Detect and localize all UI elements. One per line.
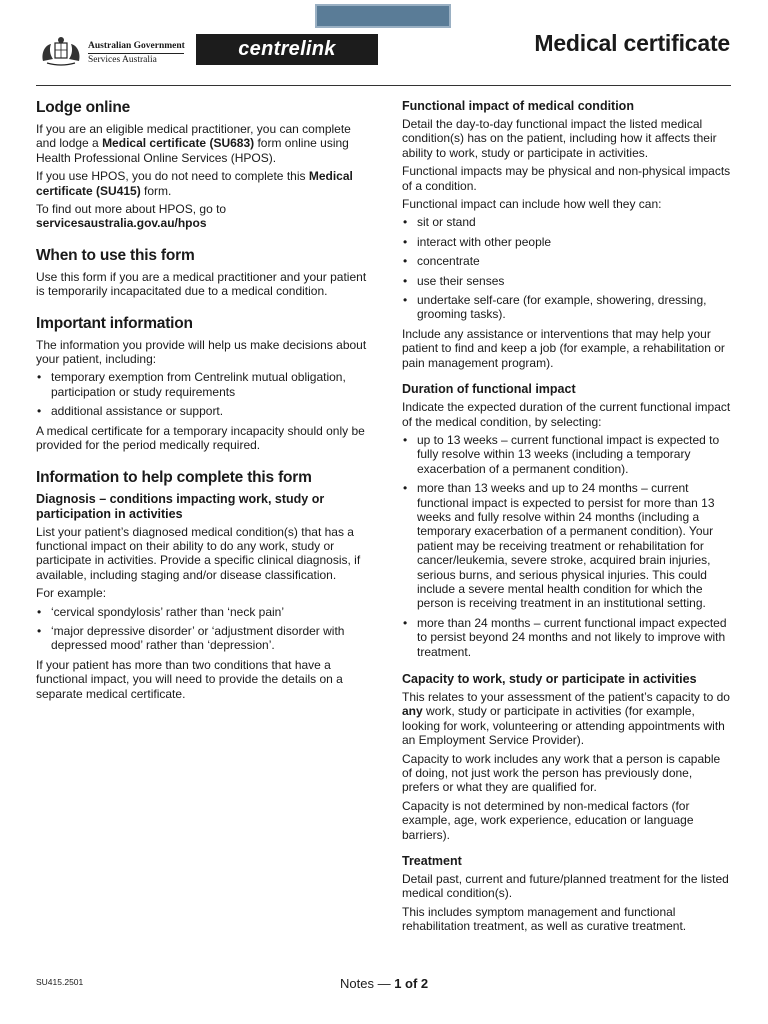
list-item: • additional assistance or support. bbox=[36, 404, 371, 418]
diagnosis-subheading: Diagnosis – conditions impacting work, study or participation in activities bbox=[36, 491, 325, 521]
list-item: • sit or stand bbox=[402, 215, 732, 229]
capacity-para-3: Capacity is not determined by non-medical factors (for example, age, work experience, education or language barriers). bbox=[402, 798, 694, 842]
centrelink-logo: centrelink bbox=[196, 34, 378, 65]
duration-heading: Duration of functional impact bbox=[402, 382, 576, 397]
right-column bbox=[402, 99, 732, 938]
form-code: SU415.2501 bbox=[36, 977, 84, 987]
capacity-para-2: Capacity to work includes any work that a person is capable of doing, not just work the person has previously done, prefers or what they are qualified for. bbox=[402, 751, 721, 795]
government-logo-text bbox=[88, 41, 185, 66]
list-item: • more than 24 months – current functional impact expected to persist beyond 24 months and not likely to improve with treatment. bbox=[402, 616, 732, 659]
diagnosis-para-2: For example: bbox=[36, 586, 107, 601]
functional-list bbox=[402, 215, 732, 321]
lodge-para-2: If you use HPOS, you do not need to complete this Medical certificate (SU415) form. bbox=[36, 169, 353, 198]
diagnosis-list bbox=[36, 605, 371, 653]
hpos-link[interactable]: servicesaustralia.gov.au/hpos bbox=[36, 216, 207, 231]
list-item: • temporary exemption from Centrelink mutual obligation, participation or study requirements bbox=[36, 370, 371, 399]
list-item: • ‘major depressive disorder’ or ‘adjustment disorder with depressed mood’ rather than ‘depression’. bbox=[36, 624, 371, 653]
coat-of-arms-icon bbox=[37, 35, 85, 67]
treatment-para-1: Detail past, current and future/planned treatment for the listed medical condition(s). bbox=[402, 872, 729, 901]
page-title: Medical certificate bbox=[534, 30, 730, 56]
left-column bbox=[36, 99, 371, 705]
important-heading: Important information bbox=[36, 314, 193, 332]
page-number: 1 of 2 bbox=[394, 976, 429, 991]
lodge-para-3: To find out more about HPOS, go to servicesaustralia.gov.au/hpos bbox=[36, 202, 227, 231]
list-item: • use their senses bbox=[402, 274, 732, 288]
list-item: • ‘cervical spondylosis’ rather than ‘neck pain’ bbox=[36, 605, 371, 619]
important-para-2: A medical certificate for a temporary incapacity should only be provided for the period medically required. bbox=[36, 423, 365, 453]
functional-para-2: Functional impacts may be physical and non-physical impacts of a condition. bbox=[402, 164, 731, 193]
gov-divider bbox=[88, 53, 184, 54]
functional-para-3: Functional impact can include how well they can: bbox=[402, 197, 662, 212]
list-item: • undertake self-care (for example, showering, dressing, grooming tasks). bbox=[402, 293, 732, 322]
important-list bbox=[36, 370, 371, 418]
capacity-heading: Capacity to work, study or participate in activities bbox=[402, 672, 697, 686]
list-item: • interact with other people bbox=[402, 235, 732, 249]
gov-line-1: Australian Government bbox=[88, 41, 185, 51]
capacity-para-1: This relates to your assessment of the patient’s capacity to do any work, study or participate in activities (for example, looking for work, volunteering or attending appointments with an Employment Service Provider). bbox=[402, 690, 730, 748]
top-banner-box bbox=[315, 4, 451, 28]
functional-para-4: Include any assistance or interventions that may help your patient to find and keep a job (for example, a rehabilitation or pain management program). bbox=[402, 326, 725, 370]
treatment-heading: Treatment bbox=[402, 854, 462, 869]
info-heading: Information to help complete this form bbox=[36, 468, 312, 486]
list-item: • concentrate bbox=[402, 254, 732, 268]
functional-heading: Functional impact of medical condition bbox=[402, 99, 634, 113]
page-footer: Notes — 1 of 2 bbox=[340, 976, 429, 991]
header-divider bbox=[36, 85, 731, 86]
diagnosis-para-3: If your patient has more than two conditions that have a functional impact, you will need to provide the details on a separate medical certificate. bbox=[36, 657, 343, 701]
list-item: • up to 13 weeks – current functional impact is expected to fully resolve within 13 weeks (including a temporary exacerbation of a permanent condition). bbox=[402, 433, 732, 476]
diagnosis-para-1: List your patient’s diagnosed medical condition(s) that has a functional impact on their ability to do any work, study or participate in activities. Provide a specific clinical diagnosis, if available, including staging and/or disease classification. bbox=[36, 524, 361, 582]
when-para-1: Use this form if you are a medical practitioner and your patient is temporarily incapacitated due to a medical condition. bbox=[36, 269, 367, 299]
gov-line-2: Services Australia bbox=[88, 55, 157, 65]
when-heading: When to use this form bbox=[36, 246, 195, 264]
treatment-para-2: This includes symptom management and functional rehabilitation treatment, as well as curative treatment. bbox=[402, 904, 687, 934]
list-item: • more than 13 weeks and up to 24 months – current functional impact is expected to persist for more than 13 weeks and fully resolve within 24 months (including a temporary exacerbation of a permanent condition). Your patient may be receiving treatment or rehabilitation for cancer/leukemia, severe stroke, acquired brain injuries, serious burns, and serious physical injuries. This could include a severe mental health condition for which the person is receiving treatment in an institutional setting. bbox=[402, 481, 732, 611]
duration-list bbox=[402, 433, 732, 659]
functional-para-1: Detail the day-to-day functional impact the listed medical condition(s) has on the patient, including how it affects their ability to work, study or participate in activities. bbox=[402, 117, 717, 160]
lodge-para-1: If you are an eligible medical practitioner, you can complete and lodge a Medical certificate (SU683) form online using Health Professional Online Services (HPOS). bbox=[36, 122, 351, 165]
important-para-1: The information you provide will help us make decisions about your patient, including: bbox=[36, 337, 367, 367]
duration-para-1: Indicate the expected duration of the current functional impact of the medical condition, by selecting: bbox=[402, 400, 731, 429]
lodge-heading: Lodge online bbox=[36, 99, 131, 116]
